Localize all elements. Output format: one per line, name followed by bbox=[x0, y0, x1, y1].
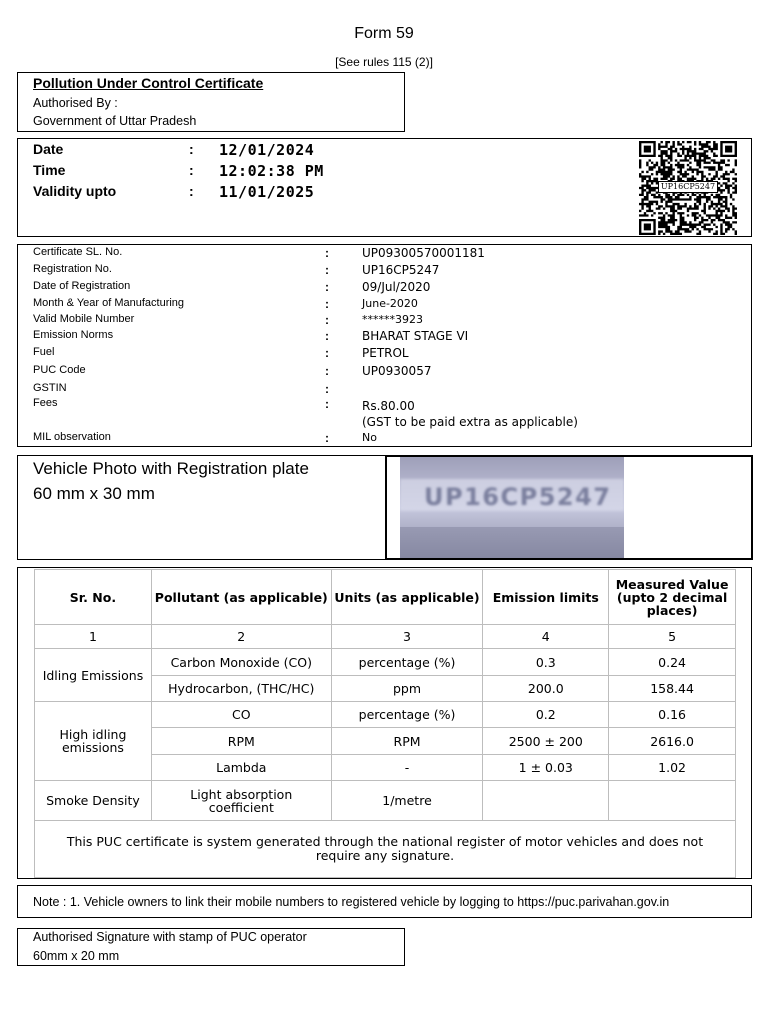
detail-value: PETROL bbox=[362, 346, 409, 360]
header-measured: Measured Value (upto 2 decimal places) bbox=[609, 570, 736, 625]
index-cell: 4 bbox=[483, 625, 609, 649]
detail-key: Valid Mobile Number bbox=[33, 313, 135, 325]
detail-key: GSTIN bbox=[33, 382, 67, 394]
detail-row: Fuel : PETROL bbox=[33, 346, 409, 360]
detail-value: No bbox=[362, 431, 377, 444]
table-header-row bbox=[35, 570, 736, 625]
detail-value: UP0930057 bbox=[362, 364, 432, 378]
photo-frame bbox=[385, 455, 753, 560]
limit-cell bbox=[483, 781, 609, 821]
signature-box bbox=[17, 928, 405, 966]
certificate-title: Pollution Under Control Certificate bbox=[33, 75, 264, 91]
group-label: High idling emissions bbox=[35, 702, 152, 781]
unit-cell: ppm bbox=[331, 676, 483, 702]
emissions-table bbox=[34, 569, 736, 878]
note-box bbox=[17, 885, 752, 918]
form-title: Form 59 bbox=[354, 25, 414, 42]
detail-row: Registration No. : UP16CP5247 bbox=[33, 263, 440, 277]
fees-value-row bbox=[18, 398, 751, 414]
measured-cell: 1.02 bbox=[609, 755, 736, 781]
index-cell: 2 bbox=[151, 625, 331, 649]
vehicle-details-box bbox=[17, 244, 752, 447]
date-time-box bbox=[17, 138, 752, 237]
measured-cell: 0.16 bbox=[609, 702, 736, 728]
detail-row: MIL observation : No bbox=[33, 431, 377, 445]
detail-value: June-2020 bbox=[362, 297, 418, 310]
validity-separator: : bbox=[189, 183, 194, 199]
validity-label: Validity upto bbox=[33, 183, 117, 199]
table-note-row bbox=[35, 821, 736, 878]
date-separator: : bbox=[189, 141, 194, 157]
detail-key: Month & Year of Manufacturing bbox=[33, 297, 185, 309]
detail-key: Registration No. bbox=[33, 263, 112, 275]
emissions-box bbox=[17, 567, 752, 879]
index-cell: 1 bbox=[35, 625, 152, 649]
detail-key: Emission Norms bbox=[33, 329, 114, 341]
fees-note-row bbox=[18, 415, 751, 431]
limit-cell: 0.2 bbox=[483, 702, 609, 728]
detail-row: Date of Registration : 09/Jul/2020 bbox=[33, 280, 431, 294]
date-value: 12/01/2024 bbox=[219, 141, 315, 159]
registration-plate-photo bbox=[400, 457, 624, 558]
pollutant-cell: RPM bbox=[151, 728, 331, 755]
detail-value: (GST to be paid extra as applicable) bbox=[362, 415, 578, 429]
measured-cell: 0.24 bbox=[609, 649, 736, 676]
detail-value: Rs.80.00 bbox=[362, 399, 415, 413]
time-separator: : bbox=[189, 162, 194, 178]
vehicle-photo-box bbox=[17, 455, 752, 560]
photo-size-label: 60 mm x 30 mm bbox=[33, 484, 155, 503]
photo-label: Vehicle Photo with Registration plate bbox=[33, 459, 309, 478]
detail-key: Certificate SL. No. bbox=[33, 246, 123, 258]
table-row bbox=[35, 702, 736, 728]
unit-cell: - bbox=[331, 755, 483, 781]
detail-key: Fuel bbox=[33, 346, 55, 358]
pollutant-cell: Lambda bbox=[151, 755, 331, 781]
detail-value: BHARAT STAGE VI bbox=[362, 329, 469, 343]
table-row bbox=[35, 625, 736, 649]
detail-value: UP16CP5247 bbox=[362, 263, 440, 277]
detail-row: Certificate SL. No. : UP09300570001181 bbox=[33, 246, 485, 260]
detail-value: 09/Jul/2020 bbox=[362, 280, 431, 294]
signature-label: Authorised Signature with stamp of PUC operator bbox=[33, 930, 307, 944]
unit-cell: percentage (%) bbox=[331, 702, 483, 728]
date-label: Date bbox=[33, 141, 64, 157]
validity-value: 11/01/2025 bbox=[219, 183, 315, 201]
detail-value: ******3923 bbox=[362, 313, 423, 326]
detail-key: MIL observation bbox=[33, 431, 111, 443]
mobile-link-note: Note : 1. Vehicle owners to link their mobile numbers to registered vehicle by logging to https://puc.parivahan.gov.in bbox=[33, 895, 670, 909]
authorised-by-label: Authorised By : bbox=[33, 96, 118, 110]
authority-name: Government of Uttar Pradesh bbox=[33, 114, 197, 128]
certificate-header-box bbox=[17, 72, 405, 132]
detail-key: PUC Code bbox=[33, 364, 86, 376]
detail-value: UP09300570001181 bbox=[362, 246, 485, 260]
plate-text: UP16CP5247 bbox=[424, 483, 610, 511]
group-label: Idling Emissions bbox=[35, 649, 152, 702]
detail-row: Valid Mobile Number : ******3923 bbox=[33, 313, 423, 327]
header-sr-no: Sr. No. bbox=[35, 570, 152, 625]
qr-registration-label: UP16CP5247 bbox=[658, 181, 718, 193]
unit-cell: RPM bbox=[331, 728, 483, 755]
pollutant-cell: Hydrocarbon, (THC/HC) bbox=[151, 676, 331, 702]
pollutant-cell: Light absorption coefficient bbox=[151, 781, 331, 821]
limit-cell: 2500 ± 200 bbox=[483, 728, 609, 755]
measured-cell bbox=[609, 781, 736, 821]
limit-cell: 200.0 bbox=[483, 676, 609, 702]
signature-size-label: 60mm x 20 mm bbox=[33, 949, 120, 963]
index-cell: 5 bbox=[609, 625, 736, 649]
pollutant-cell: Carbon Monoxide (CO) bbox=[151, 649, 331, 676]
header-units: Units (as applicable) bbox=[331, 570, 483, 625]
group-label: Smoke Density bbox=[35, 781, 152, 821]
form-rules: [See rules 115 (2)] bbox=[335, 55, 433, 69]
unit-cell: 1/metre bbox=[331, 781, 483, 821]
pollutant-cell: CO bbox=[151, 702, 331, 728]
index-cell: 3 bbox=[331, 625, 483, 649]
detail-row: Fees : bbox=[33, 397, 329, 411]
table-row bbox=[35, 649, 736, 676]
detail-row: Month & Year of Manufacturing : June-2020 bbox=[33, 297, 418, 311]
measured-cell: 2616.0 bbox=[609, 728, 736, 755]
limit-cell: 1 ± 0.03 bbox=[483, 755, 609, 781]
unit-cell: percentage (%) bbox=[331, 649, 483, 676]
detail-key: Date of Registration bbox=[33, 280, 131, 292]
detail-key: Fees bbox=[33, 397, 58, 409]
system-generated-note: This PUC certificate is system generated through the national register of motor vehicles and does not require any signature. bbox=[35, 821, 736, 878]
table-row bbox=[35, 781, 736, 821]
limit-cell: 0.3 bbox=[483, 649, 609, 676]
time-value: 12:02:38 PM bbox=[219, 162, 324, 180]
detail-row: PUC Code : UP0930057 bbox=[33, 364, 432, 378]
measured-cell: 158.44 bbox=[609, 676, 736, 702]
detail-row: GSTIN : bbox=[33, 382, 329, 396]
detail-row: Emission Norms : BHARAT STAGE VI bbox=[33, 329, 469, 343]
header-pollutant: Pollutant (as applicable) bbox=[151, 570, 331, 625]
header-limits: Emission limits bbox=[483, 570, 609, 625]
time-label: Time bbox=[33, 162, 66, 178]
